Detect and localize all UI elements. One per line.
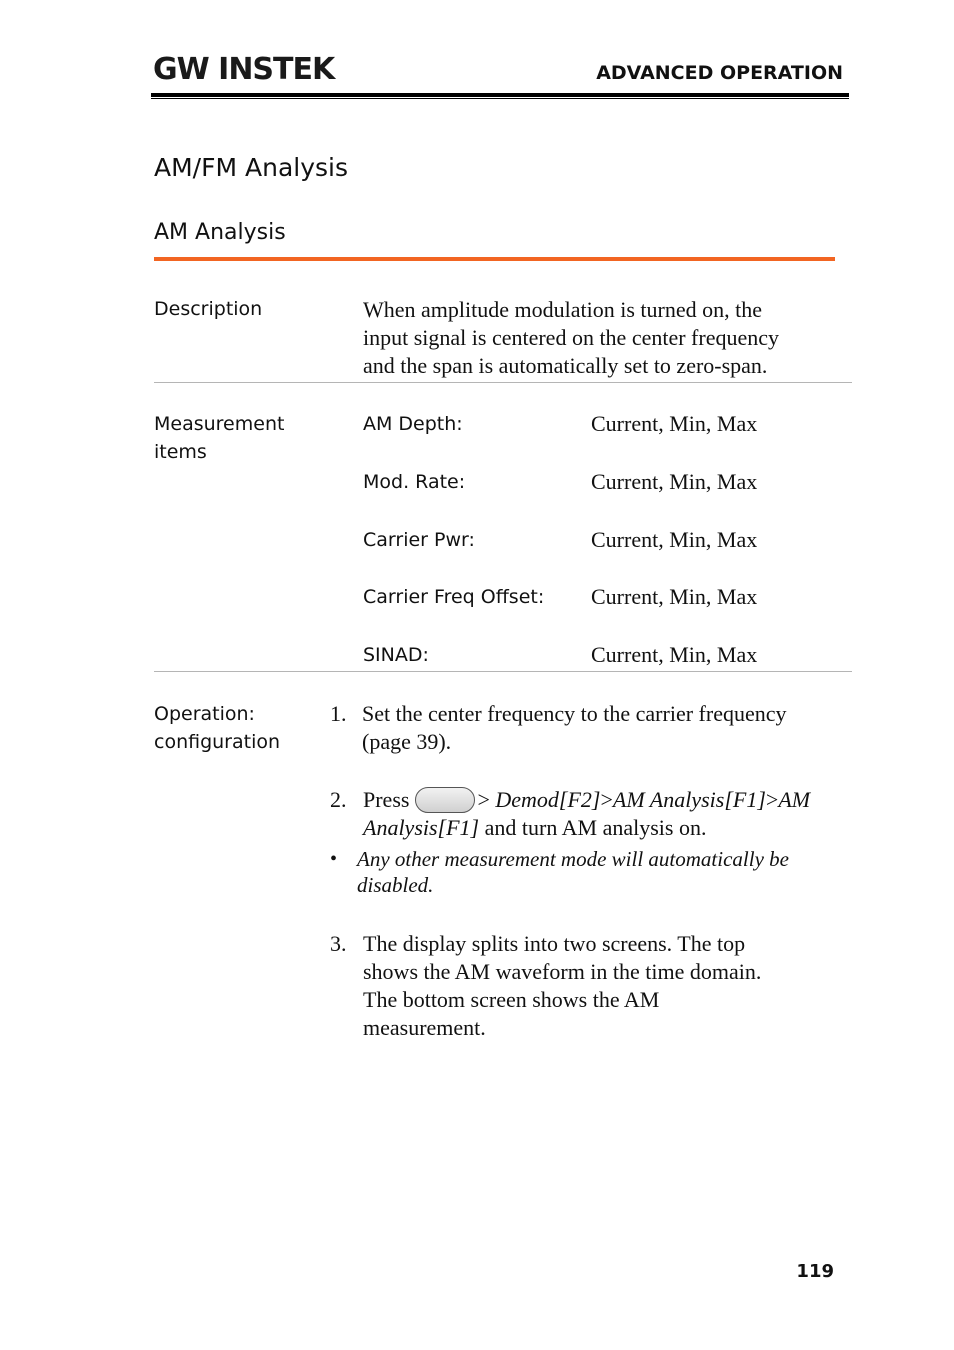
measurement-item-name: Mod. Rate: (363, 471, 466, 493)
step-line: Set the center frequency to the carrier frequency (362, 701, 787, 726)
measurement-label (154, 410, 284, 466)
measurement-item-name: SINAD: (363, 644, 429, 666)
measurement-item-name: Carrier Pwr: (363, 529, 475, 551)
operation-label-line: configuration (154, 731, 281, 753)
operation-label (154, 700, 280, 756)
description-line: When amplitude modulation is turned on, the (363, 297, 762, 322)
step-2-line-1 (363, 786, 810, 814)
menu-path-analysis-f1: Analysis[F1] (363, 815, 480, 840)
step-1-text (362, 700, 787, 756)
measure-key-icon[interactable] (415, 787, 475, 813)
description-line: and the span is automatically set to zero-span. (363, 353, 768, 378)
step-line: (page 39). (362, 729, 452, 754)
path-separator: > (600, 787, 613, 812)
measurement-label-line: Measurement (154, 413, 285, 435)
step-2-text (363, 786, 810, 842)
step-3-text (363, 930, 761, 1042)
row-divider (154, 671, 852, 672)
measurement-item-value: Current, Min, Max (591, 469, 758, 494)
header-rule-thick (151, 93, 849, 97)
description-line: input signal is centered on the center frequency (363, 325, 780, 350)
description-text (363, 296, 779, 380)
menu-path-am: AM (778, 787, 811, 812)
note-line: disabled. (357, 873, 434, 897)
path-separator: > (765, 787, 779, 812)
step-number: 1. (330, 701, 347, 726)
step-line: measurement. (363, 1015, 486, 1040)
row-divider (154, 382, 852, 383)
measurement-item-value: Current, Min, Max (591, 527, 758, 552)
measurement-item-value: Current, Min, Max (591, 411, 758, 436)
measurement-item-name: AM Depth: (363, 413, 463, 435)
measurement-item-name: Carrier Freq Offset: (363, 586, 545, 608)
measurement-item-value: Current, Min, Max (591, 642, 758, 667)
menu-path-am-analysis: AM Analysis[F1] (612, 787, 766, 812)
note-bullet: • (330, 848, 338, 870)
step-2-line-2 (363, 814, 810, 842)
note-text (357, 846, 789, 898)
note-line: Any other measurement mode will automatically be (357, 847, 789, 871)
step-number: 3. (330, 931, 347, 956)
subsection-title: AM Analysis (154, 220, 286, 245)
step-line: shows the AM waveform in the time domain. (363, 959, 762, 984)
page-number: 119 (796, 1261, 834, 1282)
description-label: Description (154, 298, 263, 320)
chapter-heading: ADVANCED OPERATION (596, 62, 843, 84)
path-separator: > (477, 787, 490, 812)
step-number: 2. (330, 787, 347, 812)
step-2-rest: and turn AM analysis on. (484, 815, 707, 840)
header-rule-thin (151, 98, 849, 99)
operation-label-line: Operation: (154, 703, 255, 725)
section-title: AM/FM Analysis (154, 153, 348, 182)
step-line: The bottom screen shows the AM (363, 987, 660, 1012)
measurement-label-line: items (154, 441, 207, 463)
press-word: Press (363, 787, 410, 812)
gw-instek-logo: GW INSTEK (153, 52, 335, 87)
section-accent-rule (154, 257, 835, 261)
menu-path-demod: Demod[F2] (495, 787, 601, 812)
step-line: The display splits into two screens. The top (363, 931, 746, 956)
measurement-item-value: Current, Min, Max (591, 584, 758, 609)
